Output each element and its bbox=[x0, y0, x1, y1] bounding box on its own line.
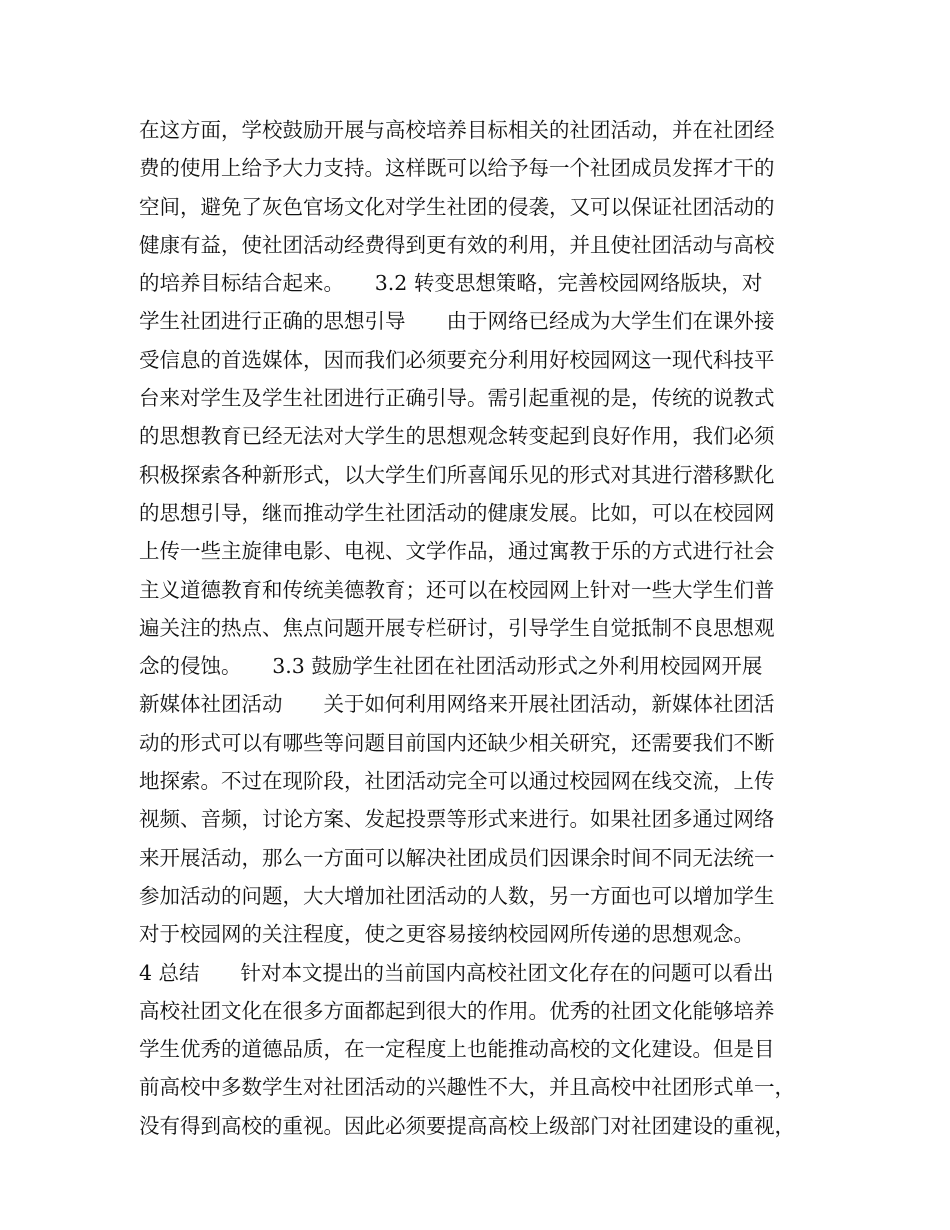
text-line: 的思想引导，继而推动学生社团活动的健康发展。比如，可以在校园网 bbox=[139, 500, 775, 525]
text-line: 积极探索各种新形式，以大学生们所喜闻乐见的形式对其进行潜移默化 bbox=[139, 462, 775, 487]
text-line: 念的侵蚀。 3.3 鼓励学生社团在社团活动形式之外利用校园网开展 bbox=[139, 654, 763, 679]
text-line: 没有得到高校的重视。因此必须要提高高校上级部门对社团建设的重视， bbox=[139, 1113, 795, 1138]
text-line: 空间，避免了灰色官场文化对学生社团的侵袭，又可以保证社团活动的 bbox=[139, 194, 775, 219]
text-line: 受信息的首选媒体，因而我们必须要充分利用好校园网这一现代科技平 bbox=[139, 347, 775, 372]
text-line: 高校社团文化在很多方面都起到很大的作用。优秀的社团文化能够培养 bbox=[139, 998, 775, 1023]
text-line: 来开展活动，那么一方面可以解决社团成员们因课余时间不同无法统一 bbox=[139, 845, 775, 870]
text-line: 上传一些主旋律电影、电视、文学作品，通过寓教于乐的方式进行社会 bbox=[139, 539, 775, 564]
text-line: 动的形式可以有哪些等问题目前国内还缺少相关研究，还需要我们不断 bbox=[139, 730, 775, 755]
text-line: 参加活动的问题，大大增加社团活动的人数，另一方面也可以增加学生 bbox=[139, 883, 775, 908]
text-line: 对于校园网的关注程度，使之更容易接纳校园网所传递的思想观念。 bbox=[139, 922, 754, 947]
text-line: 健康有益，使社团活动经费得到更有效的利用，并且使社团活动与高校 bbox=[139, 232, 775, 257]
text-line: 的培养目标结合起来。 3.2 转变思想策略，完善校园网络版块，对 bbox=[139, 271, 763, 296]
text-line: 4 总结 针对本文提出的当前国内高校社团文化存在的问题可以看出 bbox=[139, 960, 774, 985]
text-line: 视频、音频，讨论方案、发起投票等形式来进行。如果社团多通过网络 bbox=[139, 807, 775, 832]
text-line: 主义道德教育和传统美德教育；还可以在校园网上针对一些大学生们普 bbox=[139, 577, 775, 602]
text-line: 学生社团进行正确的思想引导 由于网络已经成为大学生们在课外接 bbox=[139, 309, 775, 334]
text-line: 台来对学生及学生社团进行正确引导。需引起重视的是，传统的说教式 bbox=[139, 386, 775, 411]
text-line: 学生优秀的道德品质，在一定程度上也能推动高校的文化建设。但是目 bbox=[139, 1037, 775, 1062]
text-line: 的思想教育已经无法对大学生的思想观念转变起到良好作用，我们必须 bbox=[139, 424, 775, 449]
text-line: 在这方面，学校鼓励开展与高校培养目标相关的社团活动，并在社团经 bbox=[139, 118, 775, 142]
body-text bbox=[139, 111, 839, 1145]
text-line: 新媒体社团活动 关于如何利用网络来开展社团活动，新媒体社团活 bbox=[139, 692, 775, 717]
text-line: 费的使用上给予大力支持。这样既可以给予每一个社团成员发挥才干的 bbox=[139, 156, 775, 181]
text-line: 遍关注的热点、焦点问题开展专栏研讨，引导学生自觉抵制不良思想观 bbox=[139, 615, 775, 640]
text-line: 地探索。不过在现阶段，社团活动完全可以通过校园网在线交流，上传 bbox=[139, 769, 775, 794]
text-line: 前高校中多数学生对社团活动的兴趣性不大，并且高校中社团形式单一， bbox=[139, 1075, 795, 1100]
